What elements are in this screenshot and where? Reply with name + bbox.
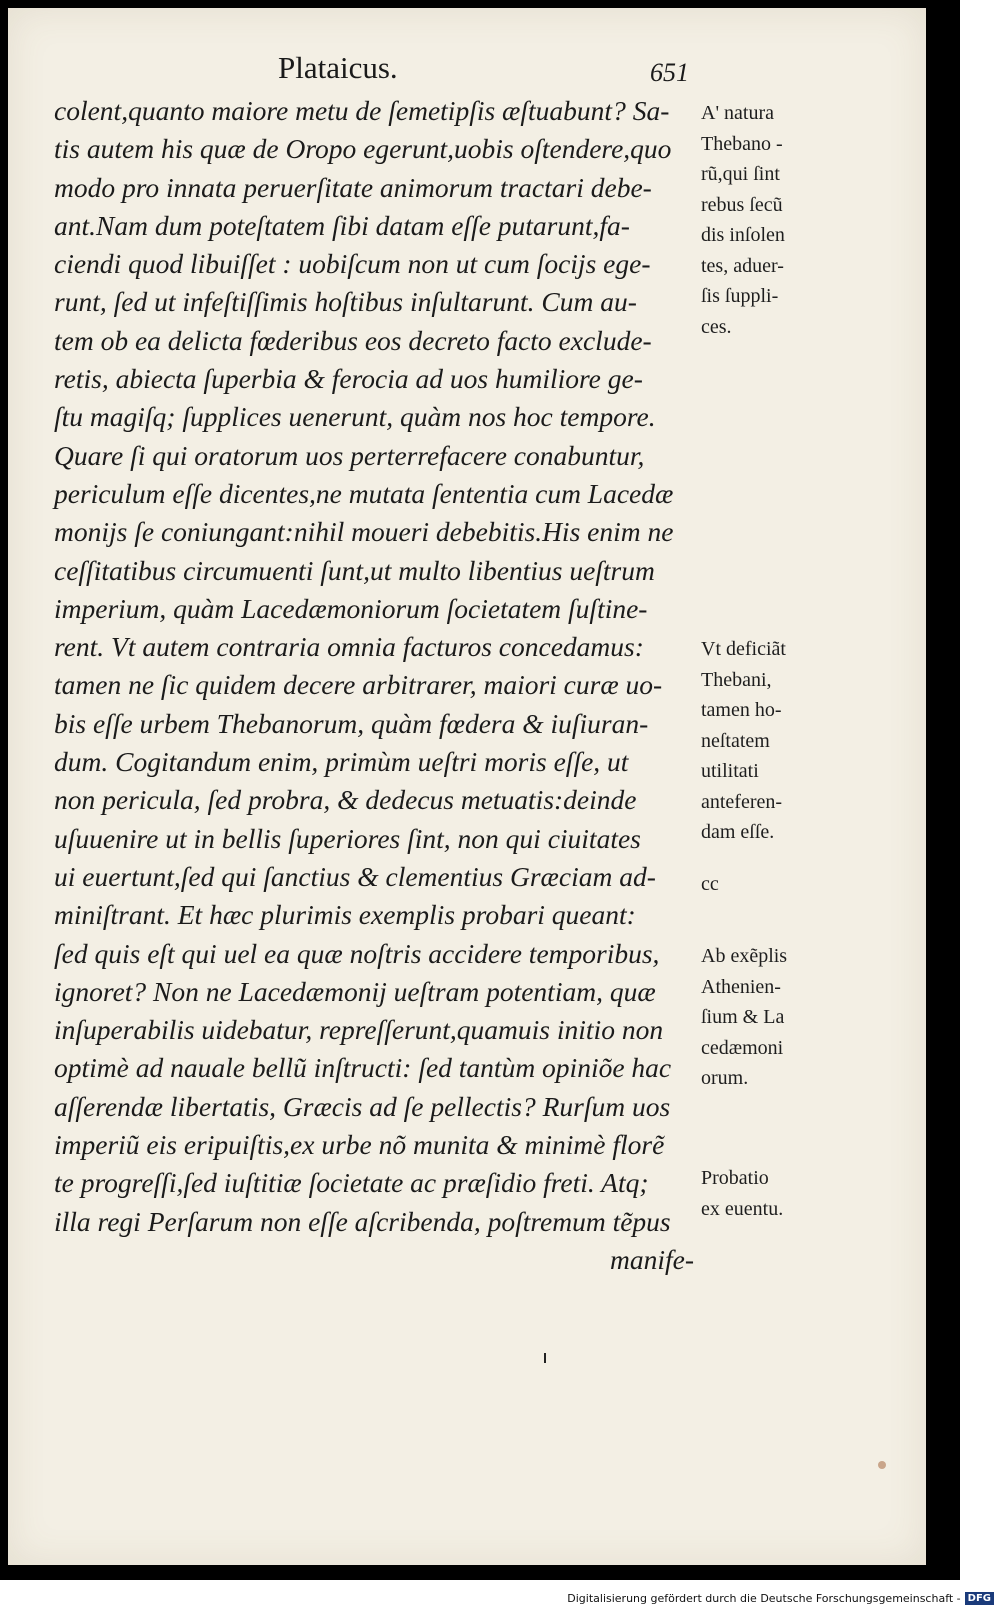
side-note-line: Thebani, bbox=[701, 668, 772, 691]
text-line: ignoret? Non ne Lacedæmonij ueſtram potentiam, quæ bbox=[54, 975, 656, 1007]
text-line: illa regi Perſarum non eſſe aſcribenda, poſtremum tẽpus bbox=[54, 1205, 671, 1237]
side-note-line: Thebano - bbox=[701, 132, 783, 155]
text-line: Quare ſi qui oratorum uos perterrefacere conabuntur, bbox=[54, 439, 645, 471]
main-text-column bbox=[54, 92, 694, 1279]
paper-stain bbox=[878, 1461, 886, 1469]
side-note-vt-deficiant bbox=[701, 634, 786, 848]
text-line: runt, ſed ut infeſtiſſimis hoſtibus inſultarunt. Cum au- bbox=[54, 286, 637, 318]
text-line: imperiũ eis eripuiſtis,ex urbe nõ munita & minimè florẽ bbox=[54, 1129, 665, 1161]
text-line: modo pro innata peruerſitate animorum tractari debe- bbox=[54, 171, 652, 203]
text-line: uſuuenire ut in bellis ſuperiores ſint, non qui ciuitates bbox=[54, 822, 641, 854]
side-note-line: dis inſolen bbox=[701, 224, 785, 246]
side-note-line: ces. bbox=[701, 315, 732, 338]
text-line: miniſtrant. Et hæc plurimis exemplis probari queant: bbox=[54, 899, 636, 931]
side-note-line: anteferen- bbox=[701, 790, 783, 813]
text-line: ceſſitatibus circumuenti ſunt,ut multo libentius ueſtrum bbox=[54, 554, 655, 586]
text-line: inſuperabilis uidebatur, repreſſerunt,quamuis initio non bbox=[54, 1014, 664, 1046]
text-line: monijs ſe coniungant:nihil moueri debebitis.His enim ne bbox=[54, 516, 674, 548]
text-line: non pericula, ſed probra, & dedecus metuatis:deinde bbox=[54, 784, 637, 816]
text-line: retis, abiecta ſuperbia & ferocia ad uos humiliore ge- bbox=[54, 363, 643, 395]
side-note-ab-exemplis bbox=[701, 941, 787, 1094]
text-line: ſtu magiſq; ſupplices uenerunt, quàm nos hoc tempore. bbox=[54, 401, 656, 433]
side-note-line: ſium & La bbox=[701, 1006, 785, 1028]
side-note-line: orum. bbox=[701, 1067, 749, 1089]
side-note-line: tamen ho- bbox=[701, 699, 782, 721]
side-note-line: Vt deficiãt bbox=[701, 638, 786, 660]
side-note-line: utilitati bbox=[701, 760, 759, 782]
side-note-line: dam eſſe. bbox=[701, 821, 775, 843]
side-note-line: Ab exẽplis bbox=[701, 945, 788, 967]
side-note-line: cc bbox=[701, 873, 719, 895]
side-note-line: cedæmoni bbox=[701, 1036, 784, 1059]
page-number: 651 bbox=[650, 58, 689, 87]
side-note-line: ex euentu. bbox=[701, 1197, 784, 1220]
text-line: imperium, quàm Lacedæmoniorum ſocietatem ſuſtine- bbox=[54, 592, 648, 624]
text-line: manife- bbox=[609, 1243, 694, 1275]
text-line: tamen ne ſic quidem decere arbitrarer, maiori curæ uo- bbox=[54, 669, 663, 701]
side-note-line: ſis ſuppli- bbox=[701, 285, 779, 307]
text-line: bis eſſe urbem Thebanorum, quàm fœdera & iuſiuran- bbox=[54, 707, 649, 739]
side-note-probatio bbox=[701, 1163, 783, 1224]
side-note-line: neſtatem bbox=[701, 729, 770, 752]
text-line: te progreſſi,ſed iuſtitiæ ſocietate ac præſidio freti. Atq; bbox=[54, 1167, 649, 1199]
text-line: dum. Cogitandum enim, primùm ueſtri moris eſſe, ut bbox=[54, 746, 629, 778]
text-line: tem ob ea delicta fœderibus eos decreto facto exclude- bbox=[54, 324, 652, 356]
side-note-marker bbox=[701, 869, 719, 900]
text-line: ciendi quod libuiſſet : uobiſcum non ut cum ſocijs ege- bbox=[54, 248, 651, 280]
digitization-footer bbox=[567, 1592, 994, 1605]
footer-credit: Digitalisierung gefördert durch die Deutsche Forschungsgemeinschaft - bbox=[567, 1592, 961, 1605]
side-note-line: tes, aduer- bbox=[701, 254, 784, 277]
running-head: Plataicus. bbox=[278, 50, 398, 85]
signature-mark bbox=[544, 1353, 546, 1363]
side-note-line: rebus ſecũ bbox=[701, 193, 783, 216]
text-line: tis autem his quæ de Oropo egerunt,uobis oſtendere,quo bbox=[54, 133, 672, 165]
text-line: aſſerendæ libertatis, Græcis ad ſe pellectis? Rurſum uos bbox=[54, 1090, 671, 1122]
side-note-line: rũ,qui ſint bbox=[701, 163, 780, 185]
side-note-natura-thebanorum bbox=[701, 98, 785, 342]
text-line: ant.Nam dum poteſtatem ſibi datam eſſe putarunt,fa- bbox=[54, 209, 630, 241]
text-line: rent. Vt autem contraria omnia facturos concedamus: bbox=[54, 631, 644, 663]
side-note-line: Athenien- bbox=[701, 975, 781, 998]
side-note-line: Probatio bbox=[701, 1167, 769, 1189]
dfg-logo: DFG bbox=[965, 1592, 994, 1605]
book-page bbox=[8, 8, 926, 1565]
text-line: ſed quis eſt qui uel ea quæ noſtris accidere temporibus, bbox=[54, 937, 660, 969]
text-line: periculum eſſe dicentes,ne mutata ſententia cum Lacedæ bbox=[54, 477, 674, 509]
side-note-line: A' natura bbox=[701, 102, 775, 124]
text-line: colent,quanto maiore metu de ſemetipſis æſtuabunt? Sa- bbox=[54, 95, 670, 126]
text-line: optimè ad nauale bellũ inſtructi: ſed tantùm opiniõe hac bbox=[54, 1052, 672, 1084]
text-line: ui euertunt,ſed qui ſanctius & clementius Græciam ad- bbox=[54, 860, 656, 892]
